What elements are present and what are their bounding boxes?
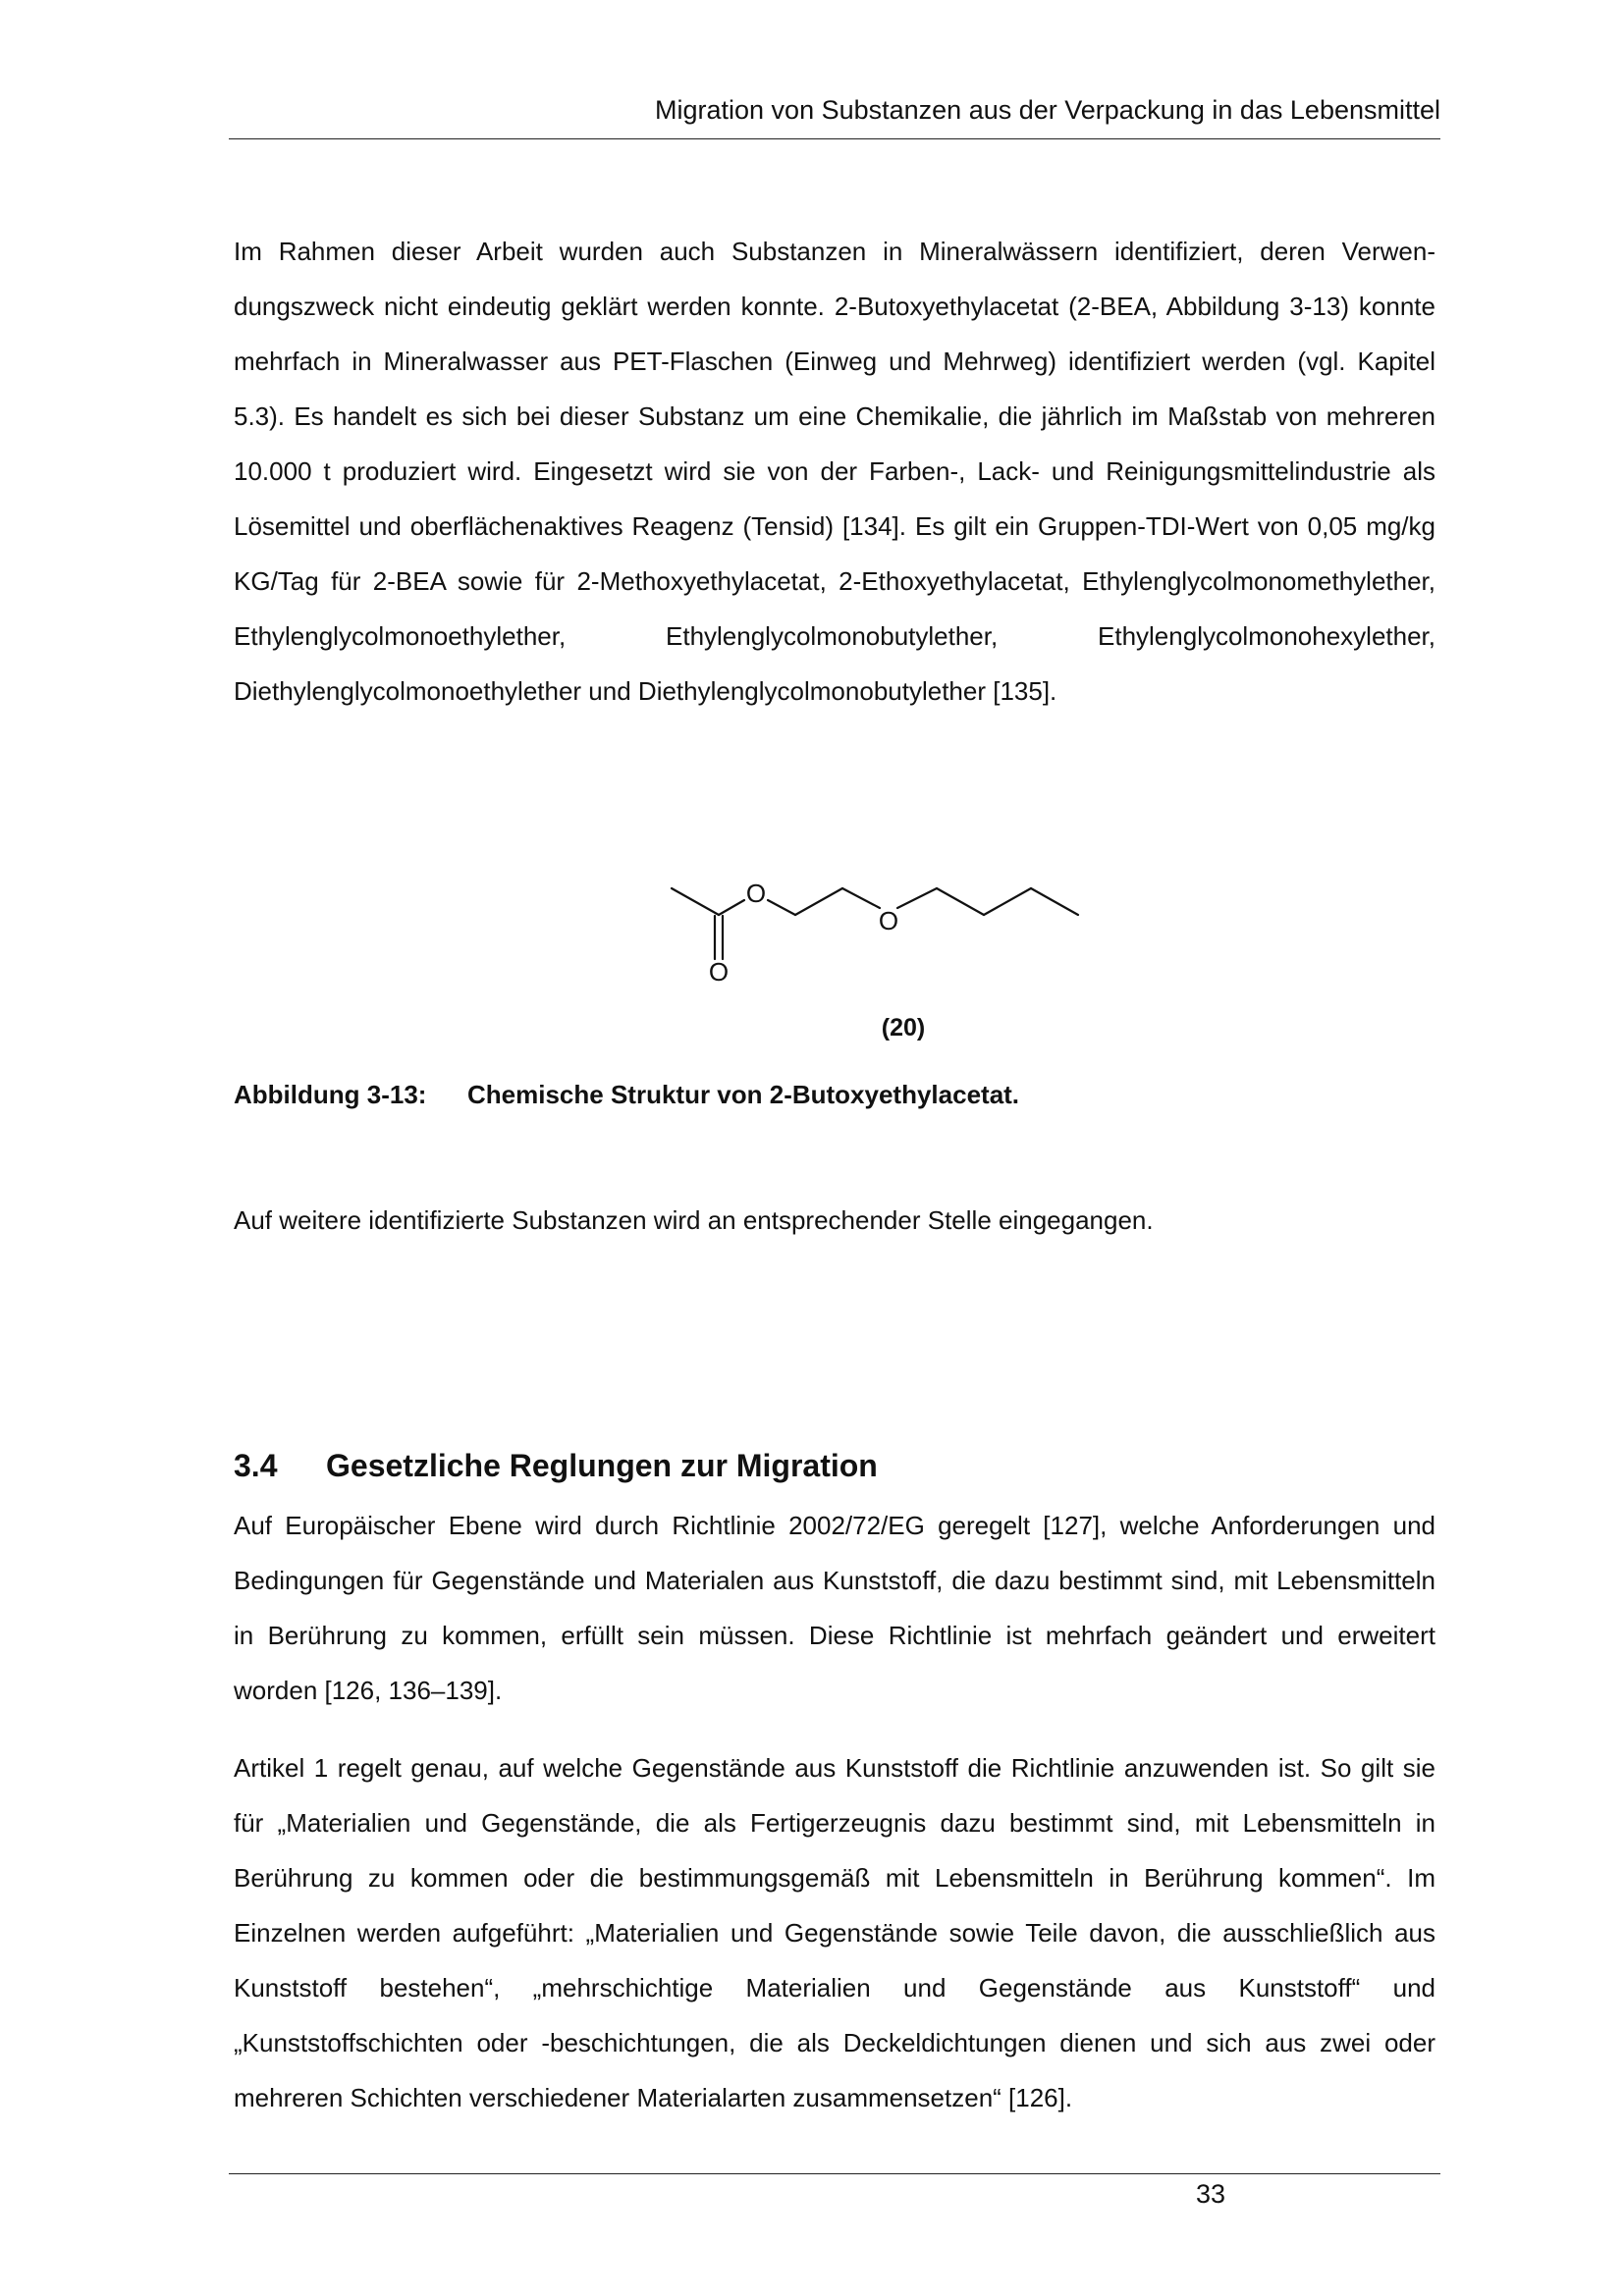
paragraph-regulation-2-block: [234, 1740, 1435, 2125]
section-title: Gesetzliche Reglungen zur Migration: [326, 1448, 878, 1483]
paragraph-regulation-1-block: [234, 1498, 1435, 1718]
bond-ester-o-ch2: [768, 900, 795, 915]
bond-ch2-ether-o: [842, 888, 880, 908]
running-header: Migration von Substanzen aus der Verpackung in das Lebensmittel: [655, 95, 1440, 125]
page-number: 33: [1195, 2179, 1226, 2209]
compound-number: (20): [881, 1014, 926, 1041]
caption-text: Chemische Struktur von 2-Butoxyethylacetat.: [467, 1080, 1020, 1109]
atom-carbonyl-oxygen: O: [708, 957, 730, 987]
figure-caption: [234, 1075, 1435, 1114]
bond-butyl-1: [937, 888, 984, 915]
header-rule: [229, 138, 1440, 139]
bond-carbonyl-ester-o: [719, 900, 744, 915]
paragraph-regulation-1: Auf Europäischer Ebene wird durch Richtlinie 2002/72/EG geregelt [127], welche Anforderungen und Bedingungen für Gegenstände und Materialen aus Kunststoff, die dazu bestimmt sind, mit Lebensmitteln in Berührung zu kommen, erfüllt sein müssen. Diese Richtlinie ist mehrfach geändert und erweitert worden [126, 136–139].: [234, 1511, 1435, 1705]
structure-2-butoxyethylacetat: [648, 859, 1119, 1055]
bond-butyl-2: [984, 888, 1031, 915]
bond-ch2-ch2: [795, 888, 842, 915]
section-heading: [234, 1441, 1435, 1490]
atom-ester-oxygen: O: [745, 879, 767, 908]
atom-ether-oxygen: O: [878, 906, 899, 935]
paragraph-further-block: [234, 1193, 1435, 1248]
paragraph-regulation-2: Artikel 1 regelt genau, auf welche Gegenstände aus Kunststoff die Richtlinie anzuwenden ist. So gilt sie für „Materialien und Gegenstände, die als Fertigerzeugnis dazu bestimmt sind, mit Lebensmitteln in Berührung zu kommen oder die bestimmungsgemäß mit Lebensmitteln in Berührung kommen“. Im Einzelnen werden aufgeführt: „Materialien und Gegenstände sowie Teile davon, die ausschließlich aus Kunststoff bestehen“, „mehrschichtige Materialien und Gegenstände aus Kunststoff“ und „Kunststoffschichten oder -beschichtungen, die als Deckeldichtungen dienen und sich aus zwei oder mehreren Schichten verschiedener Materialarten zusammensetzen“ [126].: [234, 1753, 1435, 2112]
bond-butyl-3: [1031, 888, 1078, 915]
chemical-structure-figure: [648, 859, 1119, 1055]
section-number: 3.4: [234, 1448, 278, 1483]
caption-label: Abbildung 3-13:: [234, 1080, 427, 1109]
paragraph-further: Auf weitere identifizierte Substanzen wird an entsprechender Stelle eingegangen.: [234, 1205, 1154, 1235]
bond-methyl-carbonyl: [672, 888, 719, 915]
paragraph-intro: Im Rahmen dieser Arbeit wurden auch Substanzen in Mineralwässern identifiziert, deren Verwendungszweck nicht eindeutig geklärt werden konnte. 2-Butoxyethylacetat (2-BEA, Abbildung 3-13) konnte mehrfach in Mineralwasser aus PET-Flaschen (Einweg und Mehrweg) identifiziert werden (vgl. Kapitel 5.3). Es handelt es sich bei dieser Substanz um eine Chemikalie, die jährlich im Maßstab von mehreren 10.000 t produziert wird. Eingesetzt wird sie von der Farben-, Lack- und Reinigungsmittelindustrie als Lösemittel und oberflächenaktives Reagenz (Tensid) [134]. Es gilt ein Gruppen-TDI-Wert von 0,05 mg/kg KG/Tag für 2-BEA sowie für 2-Methoxyethylacetat, 2-Ethoxyethylacetat, Ethylenglycolmonomethylether, Ethylenglycolmonoethylether, Ethylenglycolmonobutylether, Ethylenglycolmonohexylether, Diethylenglycolmonoethylether und Diethylenglycolmonobutylether [135].: [234, 237, 1435, 706]
bond-ether-o-ch2: [897, 888, 937, 908]
footer-rule: [229, 2173, 1440, 2174]
paragraph-intro-block: [234, 224, 1435, 719]
